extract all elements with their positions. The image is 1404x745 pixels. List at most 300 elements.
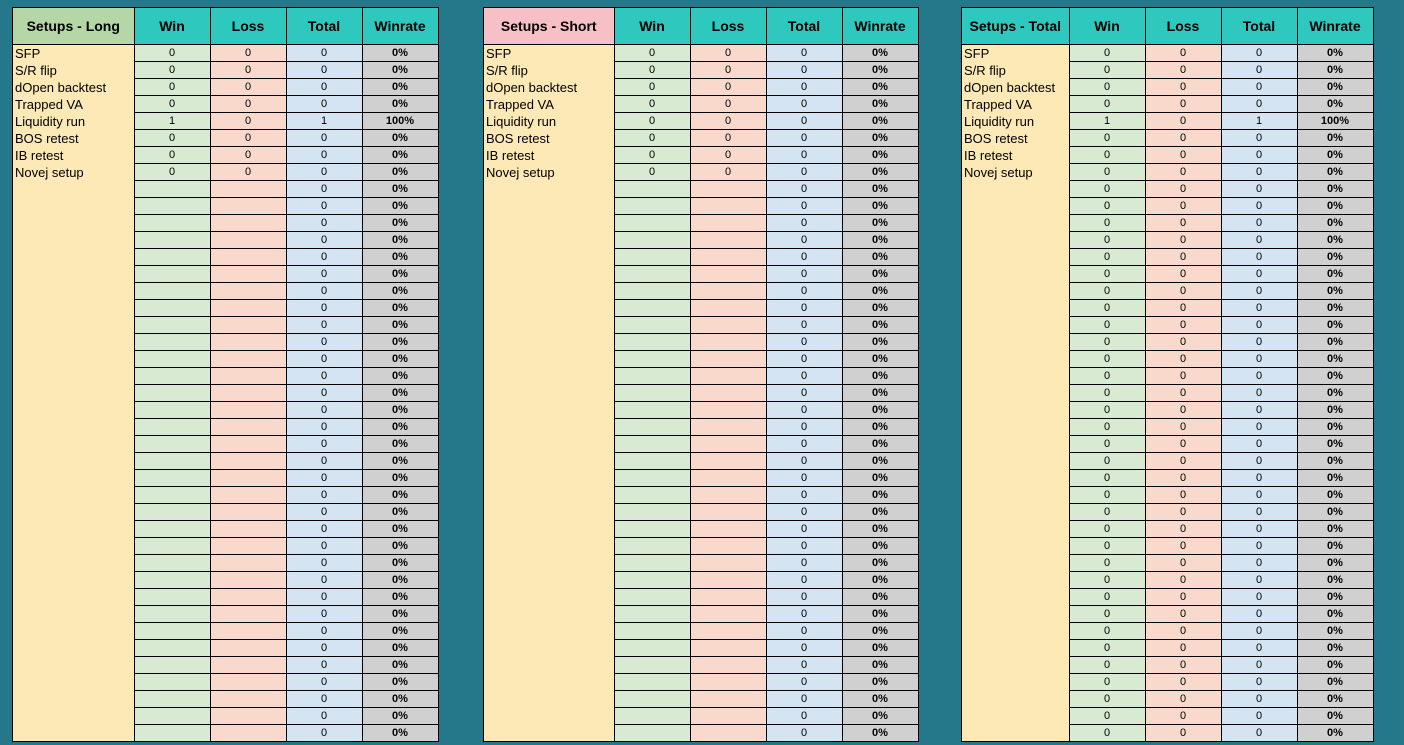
- total-cell[interactable]: 0: [286, 708, 362, 725]
- total-cell[interactable]: 0: [286, 538, 362, 555]
- win-cell[interactable]: [134, 266, 210, 283]
- win-cell[interactable]: 0: [1069, 283, 1145, 300]
- win-cell[interactable]: 0: [134, 45, 210, 62]
- loss-cell[interactable]: [690, 385, 766, 402]
- win-cell[interactable]: [134, 470, 210, 487]
- total-cell[interactable]: 0: [286, 164, 362, 181]
- setup-name-cell[interactable]: Novej setup: [484, 164, 614, 181]
- setup-name-cell[interactable]: [484, 538, 614, 555]
- setup-name-cell[interactable]: [962, 453, 1069, 470]
- loss-cell[interactable]: 0: [1145, 351, 1221, 368]
- setup-name-cell[interactable]: BOS retest: [962, 130, 1069, 147]
- setup-name-cell[interactable]: [962, 368, 1069, 385]
- total-cell[interactable]: 0: [1221, 691, 1297, 708]
- total-cell[interactable]: 0: [766, 249, 842, 266]
- setup-name-cell[interactable]: [962, 470, 1069, 487]
- setup-name-cell[interactable]: [962, 504, 1069, 521]
- total-cell[interactable]: 0: [1221, 725, 1297, 742]
- setups-long-title[interactable]: Setups - Long: [13, 8, 134, 45]
- win-cell[interactable]: 0: [1069, 215, 1145, 232]
- setup-name-cell[interactable]: [13, 555, 134, 572]
- total-cell[interactable]: 1: [286, 113, 362, 130]
- loss-cell[interactable]: [690, 674, 766, 691]
- total-cell[interactable]: 0: [766, 181, 842, 198]
- loss-cell[interactable]: [210, 674, 286, 691]
- loss-cell[interactable]: 0: [1145, 368, 1221, 385]
- loss-cell[interactable]: [690, 487, 766, 504]
- win-cell[interactable]: 0: [1069, 555, 1145, 572]
- setup-name-cell[interactable]: [962, 181, 1069, 198]
- loss-cell[interactable]: 0: [1145, 198, 1221, 215]
- win-cell[interactable]: [614, 640, 690, 657]
- setup-name-cell[interactable]: [962, 487, 1069, 504]
- setup-name-cell[interactable]: SFP: [13, 45, 134, 62]
- win-cell[interactable]: 0: [134, 96, 210, 113]
- win-cell[interactable]: [614, 487, 690, 504]
- setup-name-cell[interactable]: [962, 572, 1069, 589]
- loss-cell[interactable]: [210, 589, 286, 606]
- winrate-cell[interactable]: 0%: [842, 419, 918, 436]
- winrate-cell[interactable]: 0%: [1297, 130, 1373, 147]
- win-cell[interactable]: 0: [1069, 521, 1145, 538]
- setup-name-cell[interactable]: [484, 436, 614, 453]
- win-cell[interactable]: [134, 572, 210, 589]
- win-cell[interactable]: [614, 555, 690, 572]
- win-header[interactable]: Win: [134, 8, 210, 45]
- winrate-cell[interactable]: 0%: [362, 368, 438, 385]
- winrate-cell[interactable]: 0%: [1297, 606, 1373, 623]
- setup-name-cell[interactable]: [484, 606, 614, 623]
- loss-cell[interactable]: [210, 249, 286, 266]
- win-cell[interactable]: 0: [614, 96, 690, 113]
- win-cell[interactable]: [134, 419, 210, 436]
- winrate-cell[interactable]: 0%: [842, 708, 918, 725]
- win-cell[interactable]: [614, 215, 690, 232]
- winrate-cell[interactable]: 0%: [1297, 623, 1373, 640]
- winrate-cell[interactable]: 0%: [1297, 147, 1373, 164]
- loss-cell[interactable]: [210, 181, 286, 198]
- win-cell[interactable]: 0: [1069, 368, 1145, 385]
- setup-name-cell[interactable]: [962, 555, 1069, 572]
- loss-cell[interactable]: [210, 436, 286, 453]
- setup-name-cell[interactable]: [484, 555, 614, 572]
- winrate-cell[interactable]: 0%: [1297, 538, 1373, 555]
- winrate-cell[interactable]: 0%: [362, 232, 438, 249]
- win-cell[interactable]: [614, 419, 690, 436]
- loss-cell[interactable]: 0: [690, 62, 766, 79]
- loss-cell[interactable]: 0: [210, 79, 286, 96]
- winrate-cell[interactable]: 0%: [362, 419, 438, 436]
- setup-name-cell[interactable]: Novej setup: [962, 164, 1069, 181]
- setup-name-cell[interactable]: [13, 487, 134, 504]
- winrate-cell[interactable]: 0%: [842, 283, 918, 300]
- loss-cell[interactable]: [690, 266, 766, 283]
- winrate-cell[interactable]: 0%: [842, 470, 918, 487]
- total-cell[interactable]: 0: [286, 79, 362, 96]
- setup-name-cell[interactable]: [962, 725, 1069, 742]
- total-cell[interactable]: 0: [766, 317, 842, 334]
- win-cell[interactable]: [614, 436, 690, 453]
- loss-cell[interactable]: 0: [1145, 45, 1221, 62]
- loss-cell[interactable]: 0: [1145, 623, 1221, 640]
- loss-cell[interactable]: [210, 708, 286, 725]
- setup-name-cell[interactable]: SFP: [484, 45, 614, 62]
- total-cell[interactable]: 0: [286, 436, 362, 453]
- loss-cell[interactable]: 0: [210, 62, 286, 79]
- win-cell[interactable]: 0: [614, 147, 690, 164]
- setup-name-cell[interactable]: [484, 521, 614, 538]
- total-cell[interactable]: 0: [1221, 487, 1297, 504]
- winrate-cell[interactable]: 0%: [842, 402, 918, 419]
- loss-cell[interactable]: 0: [1145, 674, 1221, 691]
- setup-name-cell[interactable]: [13, 470, 134, 487]
- winrate-cell[interactable]: 0%: [1297, 249, 1373, 266]
- win-cell[interactable]: [614, 725, 690, 742]
- win-cell[interactable]: [614, 504, 690, 521]
- win-cell[interactable]: 0: [1069, 130, 1145, 147]
- win-cell[interactable]: [134, 606, 210, 623]
- win-cell[interactable]: 0: [1069, 334, 1145, 351]
- win-cell[interactable]: [614, 708, 690, 725]
- winrate-cell[interactable]: 0%: [842, 589, 918, 606]
- setup-name-cell[interactable]: [484, 725, 614, 742]
- win-cell[interactable]: 0: [614, 62, 690, 79]
- win-cell[interactable]: 0: [1069, 249, 1145, 266]
- total-cell[interactable]: 0: [1221, 130, 1297, 147]
- loss-cell[interactable]: 0: [210, 45, 286, 62]
- loss-cell[interactable]: 0: [1145, 130, 1221, 147]
- total-cell[interactable]: 0: [286, 691, 362, 708]
- winrate-cell[interactable]: 0%: [1297, 470, 1373, 487]
- loss-cell[interactable]: [690, 725, 766, 742]
- win-cell[interactable]: 0: [1069, 232, 1145, 249]
- total-cell[interactable]: 0: [766, 334, 842, 351]
- winrate-cell[interactable]: 0%: [362, 708, 438, 725]
- winrate-cell[interactable]: 0%: [842, 232, 918, 249]
- win-cell[interactable]: [614, 606, 690, 623]
- setup-name-cell[interactable]: S/R flip: [13, 62, 134, 79]
- total-cell[interactable]: 0: [1221, 283, 1297, 300]
- loss-cell[interactable]: 0: [210, 147, 286, 164]
- win-cell[interactable]: [134, 623, 210, 640]
- total-cell[interactable]: 0: [286, 674, 362, 691]
- winrate-cell[interactable]: 0%: [842, 113, 918, 130]
- total-cell[interactable]: 0: [286, 470, 362, 487]
- setup-name-cell[interactable]: [484, 368, 614, 385]
- setup-name-cell[interactable]: Liquidity run: [962, 113, 1069, 130]
- win-cell[interactable]: 0: [614, 79, 690, 96]
- winrate-cell[interactable]: 0%: [1297, 487, 1373, 504]
- setup-name-cell[interactable]: [13, 402, 134, 419]
- total-cell[interactable]: 0: [766, 708, 842, 725]
- loss-cell[interactable]: [690, 419, 766, 436]
- winrate-cell[interactable]: 0%: [362, 521, 438, 538]
- winrate-cell[interactable]: 0%: [842, 657, 918, 674]
- setup-name-cell[interactable]: [13, 249, 134, 266]
- total-cell[interactable]: 0: [286, 62, 362, 79]
- win-cell[interactable]: [614, 453, 690, 470]
- winrate-cell[interactable]: 0%: [362, 385, 438, 402]
- loss-cell[interactable]: 0: [690, 164, 766, 181]
- winrate-cell[interactable]: 0%: [1297, 691, 1373, 708]
- winrate-cell[interactable]: 0%: [1297, 62, 1373, 79]
- win-cell[interactable]: 0: [1069, 402, 1145, 419]
- setup-name-cell[interactable]: [484, 572, 614, 589]
- loss-cell[interactable]: 0: [210, 113, 286, 130]
- setup-name-cell[interactable]: [484, 317, 614, 334]
- winrate-cell[interactable]: 0%: [842, 674, 918, 691]
- win-cell[interactable]: [614, 572, 690, 589]
- setup-name-cell[interactable]: [962, 317, 1069, 334]
- win-cell[interactable]: [134, 725, 210, 742]
- winrate-cell[interactable]: 0%: [1297, 96, 1373, 113]
- loss-cell[interactable]: [690, 317, 766, 334]
- winrate-cell[interactable]: 100%: [1297, 113, 1373, 130]
- loss-cell[interactable]: 0: [1145, 504, 1221, 521]
- loss-cell[interactable]: [210, 334, 286, 351]
- loss-header[interactable]: Loss: [210, 8, 286, 45]
- winrate-cell[interactable]: 0%: [842, 351, 918, 368]
- total-cell[interactable]: 0: [286, 419, 362, 436]
- setups-total-title[interactable]: Setups - Total: [962, 8, 1069, 45]
- winrate-cell[interactable]: 0%: [842, 725, 918, 742]
- total-cell[interactable]: 0: [766, 640, 842, 657]
- setup-name-cell[interactable]: [962, 334, 1069, 351]
- win-cell[interactable]: 0: [1069, 538, 1145, 555]
- loss-cell[interactable]: 0: [1145, 708, 1221, 725]
- loss-cell[interactable]: [690, 402, 766, 419]
- loss-cell[interactable]: 0: [1145, 96, 1221, 113]
- loss-cell[interactable]: 0: [1145, 521, 1221, 538]
- total-cell[interactable]: 0: [1221, 266, 1297, 283]
- win-cell[interactable]: [614, 623, 690, 640]
- setup-name-cell[interactable]: IB retest: [13, 147, 134, 164]
- winrate-cell[interactable]: 0%: [842, 317, 918, 334]
- loss-cell[interactable]: [210, 300, 286, 317]
- winrate-cell[interactable]: 0%: [362, 351, 438, 368]
- winrate-cell[interactable]: 0%: [362, 572, 438, 589]
- total-cell[interactable]: 0: [286, 402, 362, 419]
- loss-cell[interactable]: [210, 266, 286, 283]
- setup-name-cell[interactable]: [484, 470, 614, 487]
- winrate-cell[interactable]: 0%: [362, 147, 438, 164]
- winrate-cell[interactable]: 0%: [842, 62, 918, 79]
- loss-cell[interactable]: 0: [1145, 402, 1221, 419]
- win-cell[interactable]: [134, 589, 210, 606]
- winrate-cell[interactable]: 0%: [1297, 436, 1373, 453]
- setup-name-cell[interactable]: [962, 283, 1069, 300]
- winrate-cell[interactable]: 0%: [362, 725, 438, 742]
- win-cell[interactable]: 0: [1069, 572, 1145, 589]
- total-header[interactable]: Total: [766, 8, 842, 45]
- setup-name-cell[interactable]: [484, 623, 614, 640]
- win-cell[interactable]: [134, 334, 210, 351]
- winrate-cell[interactable]: 0%: [842, 215, 918, 232]
- win-cell[interactable]: 0: [614, 164, 690, 181]
- win-cell[interactable]: [134, 504, 210, 521]
- total-cell[interactable]: 0: [286, 504, 362, 521]
- winrate-cell[interactable]: 0%: [842, 555, 918, 572]
- loss-cell[interactable]: [690, 334, 766, 351]
- loss-header[interactable]: Loss: [690, 8, 766, 45]
- winrate-cell[interactable]: 0%: [1297, 164, 1373, 181]
- setup-name-cell[interactable]: [13, 453, 134, 470]
- total-cell[interactable]: 0: [1221, 79, 1297, 96]
- setup-name-cell[interactable]: Liquidity run: [484, 113, 614, 130]
- setup-name-cell[interactable]: [484, 198, 614, 215]
- win-cell[interactable]: 0: [1069, 79, 1145, 96]
- winrate-cell[interactable]: 0%: [1297, 555, 1373, 572]
- win-cell[interactable]: [134, 351, 210, 368]
- setup-name-cell[interactable]: [13, 606, 134, 623]
- winrate-cell[interactable]: 0%: [842, 198, 918, 215]
- total-cell[interactable]: 0: [766, 130, 842, 147]
- winrate-cell[interactable]: 0%: [1297, 402, 1373, 419]
- total-cell[interactable]: 0: [1221, 96, 1297, 113]
- total-header[interactable]: Total: [286, 8, 362, 45]
- loss-cell[interactable]: [690, 436, 766, 453]
- total-cell[interactable]: 0: [1221, 606, 1297, 623]
- setup-name-cell[interactable]: BOS retest: [13, 130, 134, 147]
- setup-name-cell[interactable]: [962, 623, 1069, 640]
- setup-name-cell[interactable]: [13, 725, 134, 742]
- total-cell[interactable]: 0: [1221, 453, 1297, 470]
- win-cell[interactable]: [614, 470, 690, 487]
- total-cell[interactable]: 0: [1221, 317, 1297, 334]
- total-cell[interactable]: 1: [1221, 113, 1297, 130]
- loss-cell[interactable]: [690, 504, 766, 521]
- winrate-cell[interactable]: 0%: [842, 45, 918, 62]
- total-cell[interactable]: 0: [766, 402, 842, 419]
- loss-cell[interactable]: [210, 606, 286, 623]
- win-cell[interactable]: 0: [1069, 266, 1145, 283]
- setup-name-cell[interactable]: [484, 708, 614, 725]
- win-cell[interactable]: [134, 368, 210, 385]
- loss-cell[interactable]: 0: [1145, 79, 1221, 96]
- loss-cell[interactable]: [210, 538, 286, 555]
- loss-cell[interactable]: [690, 470, 766, 487]
- loss-cell[interactable]: 0: [1145, 640, 1221, 657]
- total-cell[interactable]: 0: [1221, 640, 1297, 657]
- total-cell[interactable]: 0: [766, 300, 842, 317]
- total-cell[interactable]: 0: [1221, 470, 1297, 487]
- loss-cell[interactable]: [210, 640, 286, 657]
- loss-cell[interactable]: [210, 368, 286, 385]
- total-cell[interactable]: 0: [766, 198, 842, 215]
- loss-cell[interactable]: 0: [1145, 555, 1221, 572]
- winrate-cell[interactable]: 0%: [1297, 351, 1373, 368]
- setup-name-cell[interactable]: [484, 385, 614, 402]
- winrate-cell[interactable]: 0%: [362, 164, 438, 181]
- win-cell[interactable]: 0: [1069, 164, 1145, 181]
- win-cell[interactable]: [134, 708, 210, 725]
- win-header[interactable]: Win: [1069, 8, 1145, 45]
- setup-name-cell[interactable]: [962, 266, 1069, 283]
- total-cell[interactable]: 0: [766, 555, 842, 572]
- win-cell[interactable]: [134, 691, 210, 708]
- win-cell[interactable]: 0: [1069, 725, 1145, 742]
- setup-name-cell[interactable]: [13, 691, 134, 708]
- total-cell[interactable]: 0: [286, 640, 362, 657]
- winrate-cell[interactable]: 0%: [362, 555, 438, 572]
- total-cell[interactable]: 0: [766, 62, 842, 79]
- win-cell[interactable]: [134, 249, 210, 266]
- setup-name-cell[interactable]: [484, 674, 614, 691]
- win-cell[interactable]: 0: [1069, 96, 1145, 113]
- loss-cell[interactable]: 0: [1145, 657, 1221, 674]
- win-cell[interactable]: [134, 657, 210, 674]
- total-cell[interactable]: 0: [1221, 589, 1297, 606]
- winrate-cell[interactable]: 0%: [362, 436, 438, 453]
- total-cell[interactable]: 0: [286, 130, 362, 147]
- win-cell[interactable]: 0: [614, 113, 690, 130]
- total-cell[interactable]: 0: [286, 317, 362, 334]
- win-cell[interactable]: 0: [1069, 674, 1145, 691]
- setup-name-cell[interactable]: [484, 419, 614, 436]
- winrate-cell[interactable]: 0%: [1297, 657, 1373, 674]
- winrate-cell[interactable]: 0%: [842, 640, 918, 657]
- win-cell[interactable]: [614, 317, 690, 334]
- loss-cell[interactable]: [690, 283, 766, 300]
- setup-name-cell[interactable]: [962, 589, 1069, 606]
- loss-cell[interactable]: 0: [1145, 453, 1221, 470]
- winrate-cell[interactable]: 0%: [842, 538, 918, 555]
- winrate-cell[interactable]: 0%: [362, 674, 438, 691]
- total-cell[interactable]: 0: [1221, 402, 1297, 419]
- loss-cell[interactable]: 0: [1145, 62, 1221, 79]
- loss-cell[interactable]: [210, 419, 286, 436]
- win-cell[interactable]: [614, 521, 690, 538]
- win-cell[interactable]: 0: [134, 62, 210, 79]
- loss-cell[interactable]: 0: [1145, 385, 1221, 402]
- win-cell[interactable]: 0: [1069, 606, 1145, 623]
- win-cell[interactable]: 0: [1069, 708, 1145, 725]
- win-cell[interactable]: [134, 674, 210, 691]
- total-cell[interactable]: 0: [1221, 657, 1297, 674]
- winrate-cell[interactable]: 0%: [1297, 419, 1373, 436]
- setup-name-cell[interactable]: [13, 351, 134, 368]
- setup-name-cell[interactable]: [484, 640, 614, 657]
- win-cell[interactable]: 0: [1069, 62, 1145, 79]
- total-cell[interactable]: 0: [286, 249, 362, 266]
- loss-cell[interactable]: [690, 215, 766, 232]
- total-cell[interactable]: 0: [1221, 674, 1297, 691]
- setup-name-cell[interactable]: [484, 504, 614, 521]
- loss-cell[interactable]: [690, 589, 766, 606]
- win-cell[interactable]: 0: [1069, 317, 1145, 334]
- winrate-cell[interactable]: 0%: [362, 504, 438, 521]
- setup-name-cell[interactable]: [962, 657, 1069, 674]
- loss-cell[interactable]: 0: [1145, 470, 1221, 487]
- setup-name-cell[interactable]: [13, 368, 134, 385]
- win-cell[interactable]: [614, 232, 690, 249]
- total-cell[interactable]: 0: [286, 334, 362, 351]
- loss-cell[interactable]: [690, 691, 766, 708]
- winrate-cell[interactable]: 0%: [1297, 45, 1373, 62]
- setup-name-cell[interactable]: [13, 215, 134, 232]
- total-cell[interactable]: 0: [766, 453, 842, 470]
- loss-cell[interactable]: 0: [1145, 419, 1221, 436]
- win-cell[interactable]: [614, 283, 690, 300]
- total-cell[interactable]: 0: [286, 555, 362, 572]
- winrate-cell[interactable]: 0%: [1297, 725, 1373, 742]
- win-cell[interactable]: 0: [1069, 351, 1145, 368]
- win-cell[interactable]: [134, 317, 210, 334]
- total-cell[interactable]: 0: [766, 113, 842, 130]
- loss-cell[interactable]: 0: [210, 164, 286, 181]
- win-cell[interactable]: [614, 266, 690, 283]
- winrate-cell[interactable]: 0%: [1297, 589, 1373, 606]
